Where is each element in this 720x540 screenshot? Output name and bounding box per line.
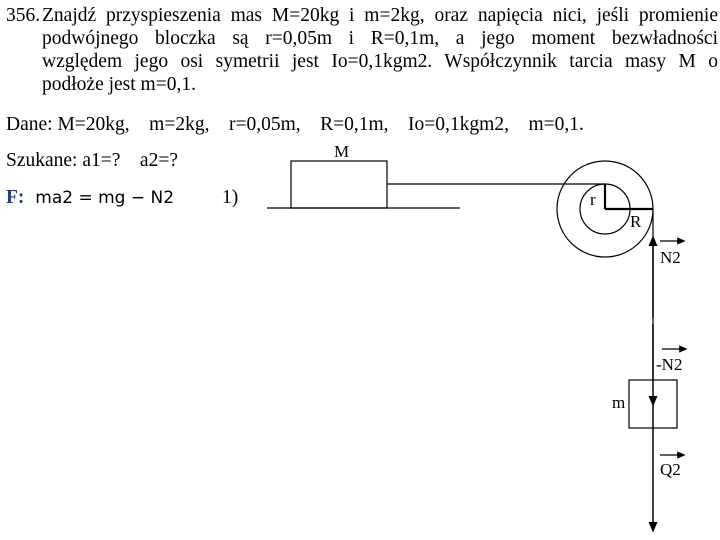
force-equation-label: F: [6,187,25,208]
label-block-m: m [612,393,626,412]
label-force-N2: N2 [660,248,681,267]
problem-line-1: Znajdź przyspieszenia mas M=20kg i m=2kg, oraz napięcia nici, jeśli promienie [42,5,718,26]
label-force-neg-N2: -N2 [656,355,683,374]
sought-prefix: Szukane: [6,150,78,171]
given-prefix: Dane: [6,114,53,135]
sought-item: a2=? [139,150,178,171]
problem-line-2: podwójnego bloczka są r=0,05m i R=0,1m, a jego moment bezwładności [42,28,718,49]
problem-line-4: podłoże jest m=0,1. [42,74,196,95]
block-M [291,161,387,208]
sought-item: a1=? [82,150,121,171]
label-radius-r: r [590,190,596,209]
label-force-Q2: Q2 [660,460,681,479]
given-item: M=20kg, [57,114,130,135]
problem-line-3: względem jego osi symetrii jest Io=0,1kgm2. Współczynnik tarcia masy M o [42,51,718,72]
problem-number: 356. [6,5,41,26]
given-item: m=2kg, [149,114,210,135]
given-item: Io=0,1kgm2, [408,114,509,135]
given-item: r=0,05m, [228,114,301,135]
force-equation-text: ma2 = mg − N2 [35,188,175,208]
label-block-M: M [334,142,350,161]
given-item: m=0,1. [528,114,584,135]
equation-number: 1) [222,187,239,208]
label-radius-R: R [630,212,642,231]
given-item: R=0,1m, [320,114,389,135]
